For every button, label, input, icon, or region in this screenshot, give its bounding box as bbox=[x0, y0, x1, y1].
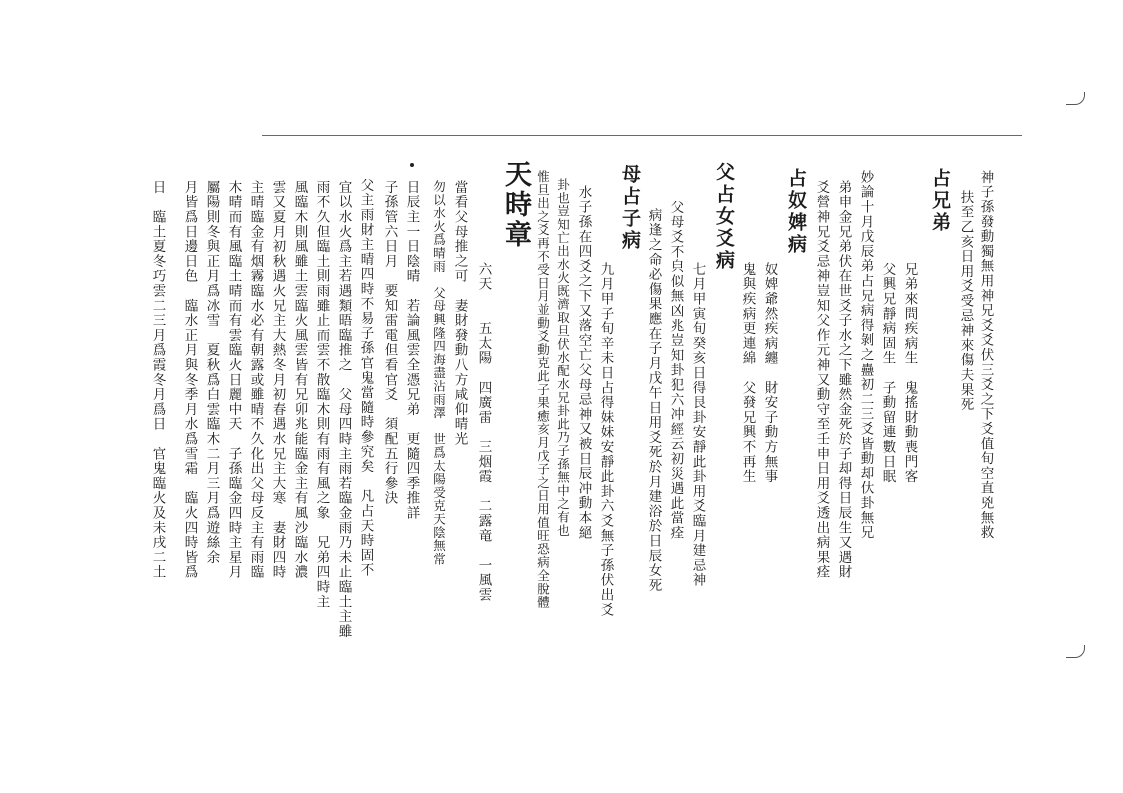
text-column: 主晴臨金有烟霧臨水必有朝露或雖晴不久化出父母反主有雨臨 bbox=[247, 180, 264, 580]
text-column: 父主雨財主晴四時不易子孫官鬼當隨時參究矣 凡占天時固不 bbox=[357, 178, 374, 578]
bullet-mark bbox=[410, 163, 414, 167]
section-heading: 占奴婢病 bbox=[785, 168, 807, 256]
text-column: 妙論十月戊辰弟占兄病得剝之蠱初二三爻皆動却㐲卦無兄 bbox=[857, 170, 874, 540]
section-heading: 母占子病 bbox=[619, 164, 641, 252]
verse-column: 鬼與疾病更連綿 父發兄興不再生 bbox=[739, 262, 756, 484]
text-column: 爻營神兄爻忌神豈知父作元神又動守至壬申日用爻透出病果痊 bbox=[813, 180, 830, 580]
text-column: 雨不久但臨土則雨雖止而雲不散臨木則有雨有風之象 兄弟四時主 bbox=[313, 180, 330, 610]
verse-column: 日辰主一日陰晴 若論風雲全憑兄弟 更隨四季推詳 bbox=[403, 180, 420, 521]
text-column: 扶至乙亥日用爻受忌神來傷夫果死 bbox=[957, 190, 974, 412]
verse-column: 兄弟來問疾病生 鬼搖財動喪門客 bbox=[901, 262, 918, 484]
page-fold-mark bbox=[1066, 92, 1085, 105]
section-heading: 父占女爻病 bbox=[713, 162, 735, 272]
page-fold-mark bbox=[1066, 645, 1085, 658]
text-column: 卦也豈知亡出水火既濟取旦伏水配水兄卦此乃子孫無中之有也 bbox=[555, 178, 571, 538]
text-column: 日 臨土夏冬巧雲二三月爲霞冬月爲日 官鬼臨火及未戌二土 bbox=[149, 180, 166, 580]
verse-column: 當看父母推之可 妻財發動八方咸仰晴光 bbox=[451, 180, 468, 447]
text-column: 九月甲子旬辛未日占得妹妹安靜此卦六爻無子孫伏出爻 bbox=[597, 262, 614, 618]
verse-column: 勿以水火爲晴雨 父母興隆四海盡沾雨澤 世爲太陽受克天陰無常 bbox=[431, 180, 447, 566]
text-column: 月皆爲日邊日色 臨水正月與冬季月水爲雪霜 臨火四時皆爲 bbox=[181, 180, 198, 580]
text-column: 神子孫發動獨無用神兄爻爻伏三爻之下爻值旬空直兇無救 bbox=[977, 170, 994, 540]
verse-column: 子孫管六日月 要知雷電但看官爻 須配五行參決 bbox=[381, 180, 398, 506]
verse-column: 父興兄靜病固生 子動留連數日眠 bbox=[879, 262, 896, 484]
text-column: 病逢之命必傷果應在子月戊午日用爻死於月建浴於日辰女死 bbox=[645, 208, 662, 593]
text-column: 屬陽則冬與正月爲冰雪 夏秋爲白雲臨木二月三月爲遊絲余 bbox=[203, 180, 220, 565]
text-column: 雲又夏月初秋遇火兄主大熱冬月初春遇水兄主大寒 妻財四時 bbox=[269, 180, 286, 580]
top-border-line bbox=[262, 135, 1022, 136]
text-column: 風臨木則風雖土雲臨火風雲皆有兄卯兆能臨金主有風沙臨水濃 bbox=[291, 180, 308, 580]
category-list: 六天 五太陽 四廣雷 三烟霞 二露竜 一風雲 bbox=[475, 262, 492, 603]
section-heading: 占兄弟 bbox=[929, 168, 951, 234]
text-column: 弟申金兄弟伏在世爻子水之下雖然金死於子却得日辰生又遇財 bbox=[835, 180, 852, 580]
verse-column: 奴婢爺然疾病纏 財安子動方無事 bbox=[761, 262, 778, 484]
text-column: 父母爻不㒵似無凶兆豈知卦犯六冲經云初災遇此當痊 bbox=[667, 200, 684, 541]
text-column: 宜以水火爲主若遇類晤臨推之 父母四時主雨若臨金雨乃未止臨土主雖 bbox=[335, 180, 352, 639]
text-column: 木晴而有風臨土晴而有雲臨火日麗中天 子孫臨金四時主星月 bbox=[225, 180, 242, 580]
text-column: 七月甲寅旬癸亥日得艮卦安靜此卦用爻臨月建忌神 bbox=[689, 262, 706, 588]
text-column: 水子孫在四爻之下又落空亡父母忌神又被日辰冲動本絕 bbox=[575, 185, 592, 541]
text-column: 惟旦出之爻再不受日月並動爻動克此子果癒亥月戊子之日用值旺恐病全脫體 bbox=[535, 170, 551, 609]
chapter-title: 天時章 bbox=[500, 160, 531, 250]
